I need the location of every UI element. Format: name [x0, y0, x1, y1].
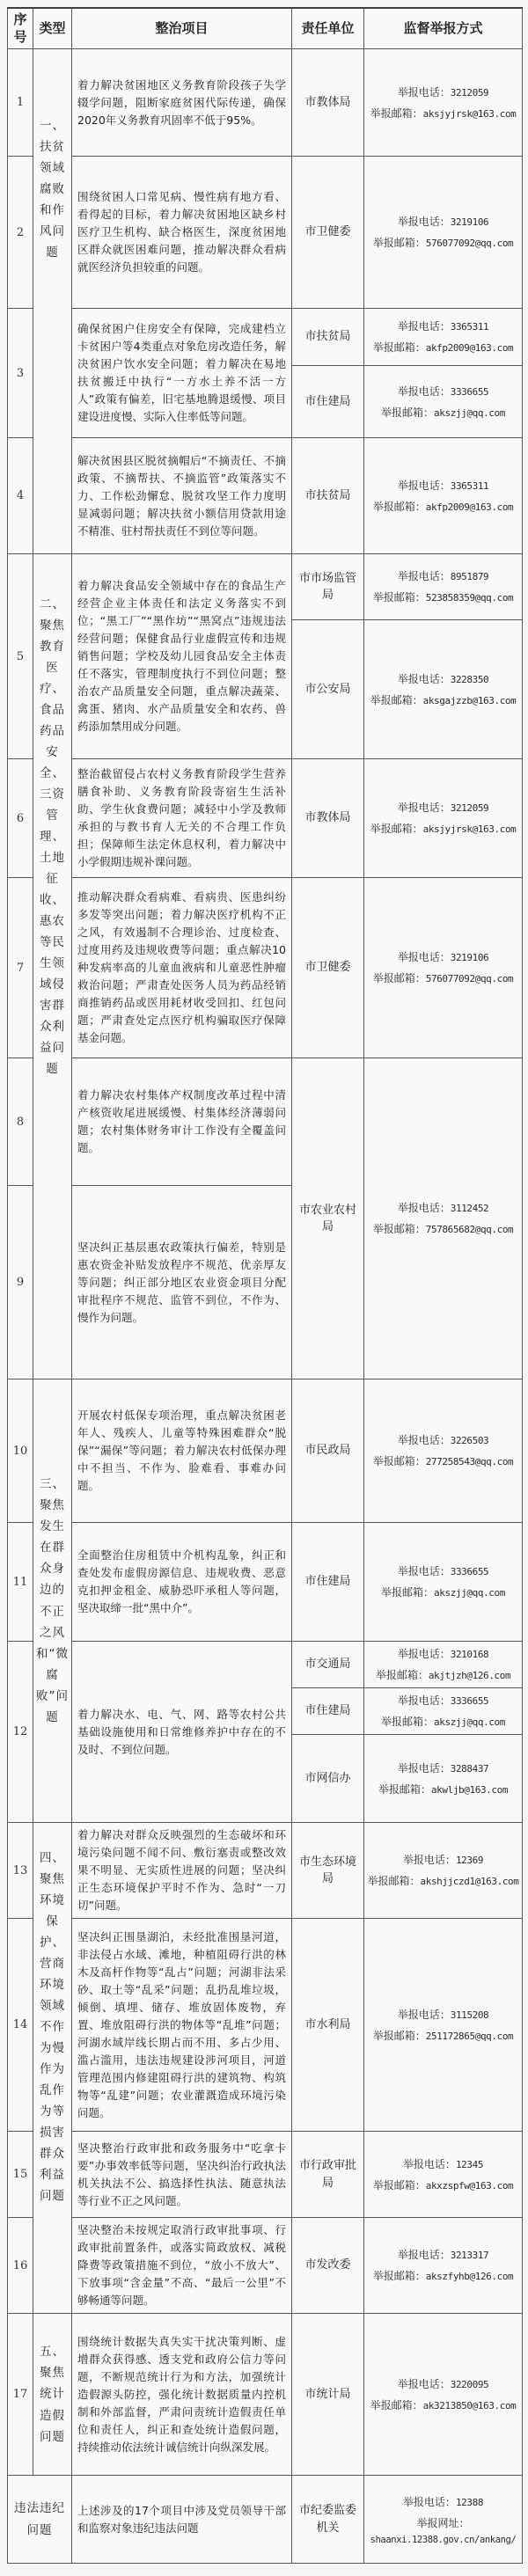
- table-row: [8, 2314, 523, 2476]
- row-number: 7: [8, 878, 33, 1058]
- contact-cell: [364, 1642, 523, 1688]
- row-number: 3: [8, 309, 33, 438]
- project-cell: 坚决纠正围垦湖泊，未经批准围垦河道，非法侵占水域、滩地，种植阻碍行洪的林木及高杆作物等“乱占”问题；河湖非法采砂、取土等“乱采”问题；乱扔乱堆垃圾，倾倒、填埋、储存、堆放固体废物，弃置、堆放阻碍行洪的物体等“乱堆”问题；河湖水域岸线长期占而不用、多占少用、滥占滥用，违法违规建设涉河项目，河道管理范围内修建阻碍行洪的建筑物、构筑物等“乱建”问题；农业灌溉造成环境污染问题。: [72, 1919, 292, 2132]
- table-row: [8, 49, 523, 157]
- report-phone: 举报电话：12388: [402, 2495, 484, 2508]
- table-row: [8, 1642, 523, 1688]
- report-email: 举报邮箱：277258543@qq.com: [372, 1455, 514, 1467]
- report-email: 举报邮箱：akszjj@qq.com: [381, 1716, 505, 1728]
- table-row: [8, 438, 523, 554]
- unit-cell: 市网信办: [292, 1735, 364, 1823]
- unit-cell: 市扶贫局: [292, 438, 364, 554]
- contact-cell: [364, 1919, 523, 2132]
- report-phone: 举报电话：3219106: [397, 216, 489, 228]
- contact-cell: [364, 1823, 523, 1919]
- category-cell: 二、聚焦教育医疗、食品药品安全、三资管理、土地征收、惠农等民生领域侵害群众利益问题: [33, 554, 72, 1379]
- unit-cell: 市住建局: [292, 366, 364, 438]
- category-cell: 一、扶贫领域腐败和作风问题: [33, 49, 72, 554]
- report-email: 举报邮箱：akfp2009@163.com: [372, 500, 514, 513]
- unit-cell: 市教体局: [292, 49, 364, 157]
- report-phone: 举报电话：3336655: [397, 384, 489, 398]
- row-number: 1: [8, 49, 33, 157]
- report-phone: 举报电话：8951879: [397, 570, 489, 582]
- project-cell: 上述涉及的17个项目中涉及党员领导干部和监察对象违纪违法问题: [72, 2476, 292, 2564]
- rectification-table: [7, 7, 523, 2564]
- row-number: 14: [8, 1919, 33, 2132]
- table-row: [8, 1523, 523, 1642]
- report-website: 举报网址： shaanxi.12388.gov.cn/ankang/: [370, 2516, 517, 2545]
- report-phone: 举报电话：3219106: [397, 951, 489, 963]
- unit-cell: 市发改委: [292, 2218, 364, 2314]
- report-phone: 举报电话：12369: [402, 1854, 484, 1866]
- report-phone: 举报电话：3210168: [397, 1648, 489, 1660]
- project-cell: 着力解决贫困地区义务教育阶段孩子失学辍学问题，阻断家庭贫困代际传递，确保2020年义务教育巩固率不低于95%。: [72, 49, 292, 157]
- contact-cell: [364, 554, 523, 620]
- report-phone: 举报电话：3336655: [397, 1565, 489, 1577]
- report-phone: 举报电话：3365311: [397, 479, 489, 492]
- report-email: 举报邮箱：aksjyjrsk@163.com: [370, 823, 517, 835]
- contact-cell: [364, 2218, 523, 2314]
- header-col-report: 监督举报方式: [364, 8, 523, 49]
- footer-type-cell: 违法违纪问题: [8, 2476, 72, 2564]
- report-phone: 举报电话：3336655: [397, 1694, 489, 1707]
- row-number: 12: [8, 1642, 33, 1823]
- unit-cell: 市卫健委: [292, 157, 364, 309]
- report-phone: 举报电话：3220095: [397, 2377, 489, 2390]
- report-email: 举报邮箱：akjtjzh@126.com: [375, 1669, 511, 1681]
- report-email: 举报邮箱：ak3213850@163.com: [370, 2398, 517, 2411]
- report-email: 举报邮箱：576077092@qq.com: [372, 237, 514, 249]
- unit-cell: 市教体局: [292, 759, 364, 878]
- row-number: 4: [8, 438, 33, 554]
- contact-cell: [364, 620, 523, 759]
- report-email: 举报邮箱：251172865@qq.com: [372, 2029, 514, 2042]
- unit-cell: 市水利局: [292, 1919, 364, 2132]
- project-cell: 全面整治住房租赁中介机构乱象，纠正和查处发布虚假房源信息、违规收费、恶意克扣押金租金、威胁恐吓承租人等问题，坚决取缔一批“黑中介”。: [72, 1523, 292, 1642]
- category-cell: 三、聚焦发生在群众身边的不正之风和“微腐败”问题: [33, 1379, 72, 1823]
- unit-cell: 市民政局: [292, 1379, 364, 1523]
- unit-cell: 市住建局: [292, 1523, 364, 1642]
- contact-cell: [364, 309, 523, 366]
- report-email: 举报邮箱：576077092@qq.com: [372, 972, 514, 984]
- report-phone: 举报电话：3365311: [397, 320, 489, 333]
- contact-cell: [364, 1688, 523, 1735]
- header-col-no: 序号: [8, 8, 33, 49]
- report-phone: 举报电话：3226503: [397, 1434, 489, 1446]
- project-cell: 坚决纠正基层惠农政策执行偏差，特别是惠农资金补贴发放程序不规范、优亲厚友等问题；纠正部分地区农业资金项目分配审批程序不规范、监管不到位，不作为、慢作为问题。: [72, 1186, 292, 1379]
- project-cell: 着力解决食品安全领域中存在的食品生产经营企业主体责任和法定义务落实不到位；“黑工厂”“黑作坊”“黑窝点”违规违法经营问题；保健食品行业虚假宣传和违规销售问题；学校及幼儿园食品安全主体责任不落实，管理制度执行不到位问题；整治农产品质量安全问题，重点解决蔬菜、禽蛋、猪肉、水产品质量安全和农药、兽药添加禁用成分问题。: [72, 554, 292, 759]
- table-row: [8, 1823, 523, 1919]
- project-cell: 围绕贫困人口常见病、慢性病有地方看、看得起的目标，着力解决贫困地区缺乡村医疗卫生机构、缺合格医生，深度贫困地区群众就医困难问题，推动解决群众看病就医经济负担较重的问题。: [72, 157, 292, 309]
- report-email: 举报邮箱：akshjjczd1@163.com: [367, 1875, 519, 1887]
- table-row: [8, 309, 523, 366]
- report-email: 举报邮箱：akszfyhb@126.com: [372, 2270, 514, 2282]
- report-phone: 举报电话：3115208: [397, 2008, 489, 2021]
- contact-cell: [364, 878, 523, 1058]
- table-row: [8, 1379, 523, 1523]
- table-row: [8, 554, 523, 620]
- unit-cell: 市农业农村局: [292, 1058, 364, 1379]
- unit-cell: 市卫健委: [292, 878, 364, 1058]
- report-email: 举报邮箱：akszjj@qq.com: [381, 1586, 505, 1599]
- report-phone: 举报电话：3228350: [397, 672, 489, 685]
- table-row: [8, 157, 523, 309]
- project-cell: 着力解决农村集体产权制度改革过程中清产核资收尾进展缓慢、村集体经济薄弱问题；农村集体财务审计工作没有全覆盖问题。: [72, 1058, 292, 1186]
- contact-cell: [364, 1379, 523, 1523]
- report-email: 举报邮箱：523858359@qq.com: [372, 591, 514, 604]
- contact-cell: [364, 157, 523, 309]
- unit-cell: 市市场监管局: [292, 554, 364, 620]
- report-phone: 举报电话：3288437: [397, 1761, 489, 1775]
- project-cell: 围绕统计数据失真失实干扰决策判断、虚增群众获得感、透支党和政府公信力等问题，不断规范统计行为和方法，加强统计造假源头防控，强化统计数据质量内控机制和外部监督，严肃问责统计造假责任单位和责任人，纠正和查处统计造假问题，持续推动依法统计诚信统计向纵深发展。: [72, 2314, 292, 2476]
- table-row: [8, 2132, 523, 2218]
- table-row: [8, 1058, 523, 1186]
- report-email: 举报邮箱：akwljb@163.com: [378, 1782, 509, 1796]
- report-email: 举报邮箱：757865682@qq.com: [372, 1223, 514, 1235]
- contact-cell: [364, 2132, 523, 2218]
- contact-cell: [364, 1523, 523, 1642]
- unit-cell: 市扶贫局: [292, 309, 364, 366]
- project-cell: 整治截留侵占农村义务教育阶段学生营养膳食补助、义务教育阶段寄宿生生活补助、学生伙食费问题；减轻中小学及教师承担的与教书育人无关的不合理工作负担；保障师生法定休息权利，着力解决中小学假期违规补课问题。: [72, 759, 292, 878]
- project-cell: 开展农村低保专项治理，重点解决贫困老年人、残疾人、儿童等特殊困难群众“脱保”“漏保”等问题；着力解决农村低保办理中不担当、不作为、脸难看、事难办问题。: [72, 1379, 292, 1523]
- unit-cell: 市住建局: [292, 1688, 364, 1735]
- contact-cell: [364, 759, 523, 878]
- row-number: 11: [8, 1523, 33, 1642]
- report-phone: 举报电话：3212059: [397, 801, 489, 814]
- project-cell: 推动解决群众看病难、看病贵、医患纠纷多发等突出问题；着力解决医疗机构不正之风，有效遏制不合理诊治、过度检查、过度用药及违规收费等问题；重点解决10种发病率高的儿童血液病和儿童恶性肿瘤救治问题；严肃查处医务人员为药品经销商推销药品或医用耗材收受回扣、红包问题；严肃查处定点医疗机构骗取医疗保障基金问题。: [72, 878, 292, 1058]
- table-row: [8, 2218, 523, 2314]
- contact-cell: [364, 2314, 523, 2476]
- row-number: 9: [8, 1186, 33, 1379]
- contact-cell: [364, 49, 523, 157]
- table-row: [8, 878, 523, 1058]
- report-email: 举报邮箱：aksjyjrsk@163.com: [370, 106, 517, 120]
- row-number: 13: [8, 1823, 33, 1919]
- table-row: [8, 759, 523, 878]
- unit-cell: 市公安局: [292, 620, 364, 759]
- project-cell: 确保贫困户住房安全有保障，完成建档立卡贫困户等4类重点对象危房改造任务，解决贫困户饮水安全问题；着力解决在易地扶贫搬迁中执行“一方水土养不活一方人”政策有偏差，旧宅基地腾退缓慢、项目建设进度慢、实际入住率低等问题。: [72, 309, 292, 438]
- contact-cell: [364, 438, 523, 554]
- report-phone: 举报电话：3212059: [397, 85, 489, 99]
- project-cell: 着力解决对群众反映强烈的生态破坏和环境污染问题不闻不问、敷衍塞责或整改效果不明显、无实质性进展的问题；坚决纠正生态环境保护平时不作为、急时“一刀切”问题。: [72, 1823, 292, 1919]
- project-cell: 解决贫困县区脱贫摘帽后“不摘责任、不摘政策、不摘帮扶、不摘监管”政策落实不力、工作松劲懈怠、脱贫攻坚工作力度明显减弱问题；解决扶贫小额信用贷款用途不精准、驻村帮扶责任不到位等问题。: [72, 438, 292, 554]
- unit-cell: 市交通局: [292, 1642, 364, 1688]
- unit-cell: 市行政审批局: [292, 2132, 364, 2218]
- unit-cell: 市纪委监委机关: [292, 2476, 364, 2564]
- report-email: 举报邮箱：akfp2009@163.com: [372, 341, 514, 354]
- report-email: 举报邮箱：aksgajzzb@163.com: [370, 693, 517, 706]
- header-col-unit: 责任单位: [292, 8, 364, 49]
- header-col-project: 整治项目: [72, 8, 292, 49]
- row-number: 8: [8, 1058, 33, 1186]
- contact-cell: [364, 1058, 523, 1379]
- row-number: 10: [8, 1379, 33, 1523]
- category-cell: 五、聚焦统计造假问题: [33, 2314, 72, 2476]
- report-email: 举报邮箱：akszjj@qq.com: [381, 406, 505, 419]
- report-phone: 举报电话：3112452: [397, 1202, 489, 1214]
- unit-cell: 市生态环境局: [292, 1823, 364, 1919]
- project-cell: 着力解决水、电、气、网、路等农村公共基础设施使用和日常维修养护中存在的不及时、不到位问题。: [72, 1642, 292, 1823]
- row-number: 6: [8, 759, 33, 878]
- report-phone: 举报电话：12345: [402, 2157, 484, 2170]
- row-number: 17: [8, 2314, 33, 2476]
- project-cell: 坚决整治未按规定取消行政审批事项、行政审批前置条件，或落实简政放权、减税降费等政策措施不到位，“放小不放大”、下放事项“含金量”不高、“最后一公里”不够畅通等问题。: [72, 2218, 292, 2314]
- header-col-type: 类型: [33, 8, 72, 49]
- contact-cell: [364, 366, 523, 438]
- report-email: 举报邮箱：akxzspfw@163.com: [372, 2178, 514, 2192]
- report-phone: 举报电话：3213317: [397, 2249, 489, 2261]
- project-cell: 坚决整治行政审批和政务服务中“吃拿卡要”办事效率低等问题，坚决纠治行政执法机关执法不公、搞选择性执法、随意执法等行业不正之风问题。: [72, 2132, 292, 2218]
- table-header-row: [8, 8, 523, 49]
- table-row: [8, 1919, 523, 2132]
- row-number: 2: [8, 157, 33, 309]
- row-number: 16: [8, 2218, 33, 2314]
- contact-cell: [364, 1735, 523, 1823]
- category-cell: 四、聚焦环境保护、营商环境领域不作为慢作为乱作为等损害群众利益问题: [33, 1823, 72, 2314]
- row-number: 15: [8, 2132, 33, 2218]
- row-number: 5: [8, 554, 33, 759]
- unit-cell: 市统计局: [292, 2314, 364, 2476]
